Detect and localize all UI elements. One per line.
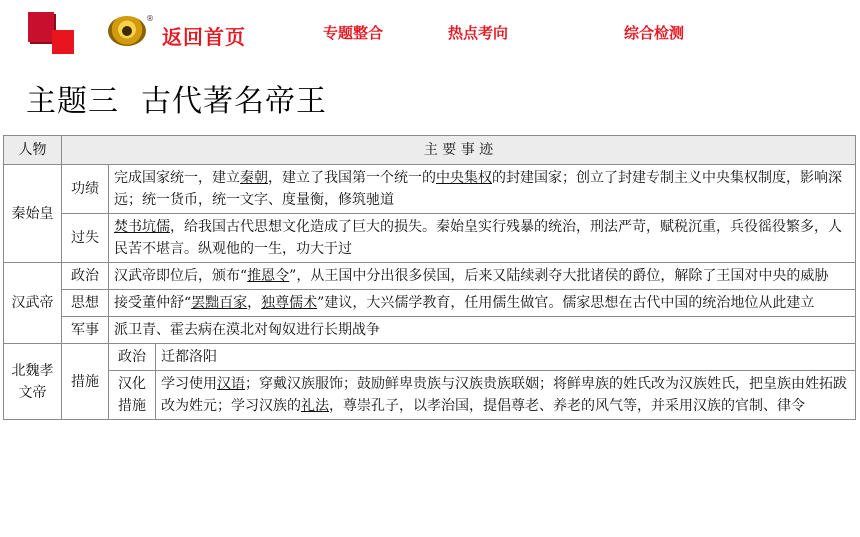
qin-merit-text: 完成国家统一，建立秦朝，建立了我国第一个统一的中央集权的封建国家；创立了封建专制主义中央集权制度，影响深远；统一货币，统一文字、度量衡，修筑驰道 bbox=[109, 165, 856, 214]
category-merit: 功绩 bbox=[62, 165, 109, 214]
home-link[interactable]: 返回首页 bbox=[162, 25, 246, 49]
topic-integration-link[interactable]: 专题整合 bbox=[323, 24, 384, 42]
table-row bbox=[4, 214, 856, 263]
table-row bbox=[4, 263, 856, 290]
publisher-logo-icon bbox=[108, 16, 146, 46]
emperors-table bbox=[3, 135, 856, 420]
category-wei-politics: 政治 bbox=[109, 344, 156, 371]
category-military: 军事 bbox=[62, 317, 109, 344]
person-han: 汉武帝 bbox=[4, 263, 62, 344]
table-header-row bbox=[4, 136, 856, 165]
category-fault: 过失 bbox=[62, 214, 109, 263]
hot-topics-link[interactable]: 热点考向 bbox=[448, 24, 509, 42]
red-square-decoration bbox=[28, 12, 54, 42]
header-person: 人物 bbox=[4, 136, 62, 165]
page-title bbox=[26, 76, 327, 120]
han-thought-text: 接受董仲舒“罢黜百家，独尊儒术”建议，大兴儒学教育，任用儒生做官。儒家思想在古代中国的统治地位从此建立 bbox=[109, 290, 856, 317]
red-square-decoration-small bbox=[52, 30, 74, 54]
table-row bbox=[4, 165, 856, 214]
table-row bbox=[4, 344, 856, 371]
category-thought: 思想 bbox=[62, 290, 109, 317]
table-row bbox=[4, 317, 856, 344]
category-sinicize: 汉化措施 bbox=[109, 371, 156, 420]
table-row bbox=[4, 290, 856, 317]
header-deeds: 主 要 事 迹 bbox=[62, 136, 856, 165]
person-qin: 秦始皇 bbox=[4, 165, 62, 263]
title-main: 古代著名帝王 bbox=[141, 84, 327, 119]
wei-politics-text: 迁都洛阳 bbox=[156, 344, 856, 371]
top-navigation-bar bbox=[0, 0, 860, 62]
registered-mark-icon: ® bbox=[146, 14, 154, 23]
wei-sinicize-text: 学习使用汉语；穿戴汉族服饰；鼓励鲜卑贵族与汉族贵族联姻；将鲜卑族的姓氏改为汉族姓氏，把皇族由姓拓跋改为姓元；学习汉族的礼法，尊崇孔子，以孝治国，提倡尊老、养老的风气等，并采用汉族的官制、律令 bbox=[156, 371, 856, 420]
category-politics: 政治 bbox=[62, 263, 109, 290]
han-military-text: 派卫青、霍去病在漠北对匈奴进行长期战争 bbox=[109, 317, 856, 344]
qin-fault-text: 焚书坑儒，给我国古代思想文化造成了巨大的损失。秦始皇实行残暴的统治，刑法严苛，赋税沉重，兵役徭役繁多，人民苦不堪言。纵观他的一生，功大于过 bbox=[109, 214, 856, 263]
category-measures: 措施 bbox=[62, 344, 109, 420]
han-politics-text: 汉武帝即位后，颁布“推恩令”，从王国中分出很多侯国，后来又陆续剥夺大批诸侯的爵位，解除了王国对中央的威胁 bbox=[109, 263, 856, 290]
table-row bbox=[4, 371, 856, 420]
title-prefix: 主题三 bbox=[26, 84, 119, 119]
person-wei: 北魏孝文帝 bbox=[4, 344, 62, 420]
comprehensive-test-link[interactable]: 综合检测 bbox=[624, 24, 685, 42]
